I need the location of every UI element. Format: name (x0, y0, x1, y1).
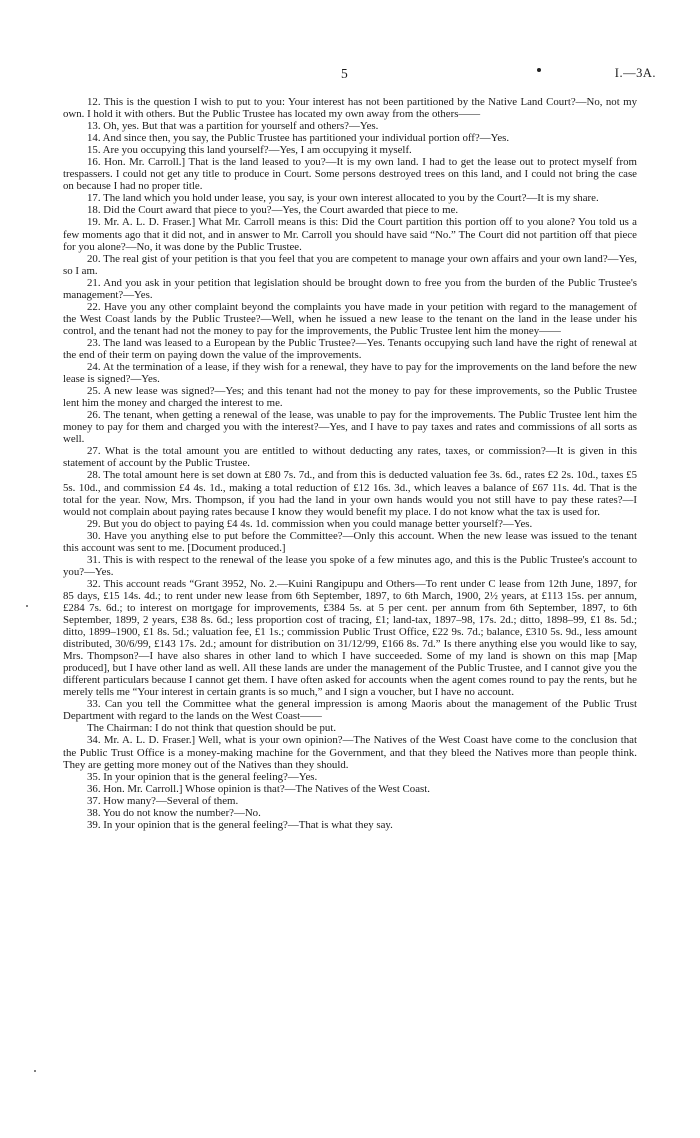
margin-speck (26, 605, 28, 607)
question-12: 12. This is the question I wish to put to you: Your interest has not been partitioned by the Native Land Court?—No, not my own. I hold it with others. But the Public Trustee has located my own away from the others—— (63, 96, 637, 121)
question-14: 14. And since then, you say, the Public Trustee has partitioned your individual portion off?—Yes. (87, 132, 510, 145)
question-18: 18. Did the Court award that piece to you?—Yes, the Court awarded that piece to me. (87, 204, 459, 217)
question-37: 37. How many?—Several of them. (87, 794, 239, 807)
page-header (0, 66, 700, 84)
question-13: 13. Oh, yes. But that was a partition for yourself and others?—Yes. (87, 120, 379, 133)
question-24: 24. At the termination of a lease, if they wish for a renewal, they have to pay for the improvements on the land before the new lease is signed?—Yes. (63, 361, 637, 386)
question-29: 29. But you do object to paying £4 4s. 1d. commission when you could manage better yourself?—Yes. (87, 517, 533, 530)
question-32: 32. This account reads “Grant 3952, No. 2.—Kuini Rangipupu and Others—To rent under C lease from 12th June, 1897, for 85 days, £15 14s. 4d.; to rent under new lease from 6th September, 1897, to 6th March, 1900, 2½ years, at £113 15s. per annum, £284 7s. 6d.; to interest on mortgage for improvements, £384 5s. at 5 per cent. per annum from 6th September, 1897, to 6th September, 1899, 2 years, £38 8s. 6d.; less proportion cost of tracing, £1; land-tax, 1897–98, 17s. 2d.; ditto, 1898–99, £1 8s. 5d.; ditto, 1899–1900, £1 8s. 5d.; valuation fee, £1 1s.; commission Public Trust Office, £22 9s. 7d.; balance, £310 5s. 9d., less amount distributed, 30/6/99, £143 17s. 2d.; amount for distribution on 31/12/99, £166 8s. 7d.” Is there anything else you would like to say, Mrs. Thompson?—I have also shares in other land to which I have succeeded. Some of my land is shown on this map [Map produced], but I have other land as well. All these lands are under the management of the Public Trustee, and I cannot give you the different particulars because I cannot get them. I have often asked for accounts when the agent comes round to pay the rents, but he merely tells me “Your interest in certain grants is so much,” and I sign a voucher, but I have no account. (63, 577, 637, 699)
question-26: 26. The tenant, when getting a renewal of the lease, was unable to pay for the improvements. The Public Trustee lent him the money to pay for them and charged you with the interest?—Yes, and I have to pay taxes and rates and commissions of all sorts as well. (63, 409, 637, 446)
question-17: 17. The land which you hold under lease, you say, is your own interest allocated to you by the Court?—It is my share. (87, 192, 599, 205)
question-22: 22. Have you any other complaint beyond the complaints you have made in your petition with regard to the management of the West Coast lands by the Public Trustee?—Well, when he issued a new lease to the tenant on the land in the lease under his control, and the tenant had not the money to pay for the improvements, the Public Trustee lent him the money—— (63, 300, 637, 337)
question-27: 27. What is the total amount you are entitled to without deducting any rates, taxes, or commission?—It is given in this statement of account by the Public Trustee. (63, 445, 637, 470)
question-25: 25. A new lease was signed?—Yes; and this tenant had not the money to pay for these improvements, so the Public Trustee lent him the money and charged the interest to me. (63, 385, 637, 410)
print-speck (537, 68, 541, 72)
question-36: 36. Hon. Mr. Carroll.] Whose opinion is that?—The Natives of the West Coast. (87, 782, 430, 795)
question-19: 19. Mr. A. L. D. Fraser.] What Mr. Carroll means is this: Did the Court partition this portion off to you alone? You told us a few moments ago that it did not, and in answer to Mr. Carroll you should have said “No.” The Court did not partition off that piece for you alone?—No, it was done by the Public Trustee. (63, 216, 637, 253)
document-reference: I.—3A. (614, 66, 656, 80)
transcript-body (63, 96, 637, 831)
question-21: 21. And you ask in your petition that legislation should be brought down to free you from the burden of the Public Trustee's management?—Yes. (63, 276, 637, 301)
margin-speck (34, 1070, 36, 1072)
question-38: 38. You do not know the number?—No. (87, 806, 261, 819)
question-23: 23. The land was leased to a European by the Public Trustee?—Yes. Tenants occupying such land have the right of renewal at the end of their term on paying down the value of the improvements. (63, 336, 637, 361)
question-35: 35. In your opinion that is the general feeling?—Yes. (87, 770, 318, 783)
question-28: 28. The total amount here is set down at £80 7s. 7d., and from this is deducted valuation fee 3s. 6d., rates £2 2s. 10d., taxes £5 5s. 10d., and commission £4 4s. 1d., making a total reduction of £12 16s. 3d., which leaves a balance of £67 11s. 4d. That is the total for the year. Now, Mrs. Thompson, if you had the land in your own hands would you not still have to pay these rates?—I would not complain about paying rates because I know they would benefit my place. I do not know what the tax is used for. (63, 469, 637, 518)
page-number: 5 (341, 66, 348, 81)
question-34: 34. Mr. A. L. D. Fraser.] Well, what is your own opinion?—The Natives of the West Coast have come to the conclusion that the Public Trust Office is a money-making machine for the Government, and that they bleed the Natives more than people think. They are getting more money out of the Natives than they should. (63, 734, 637, 771)
question-15: 15. Are you occupying this land yourself?—Yes, I am occupying it myself. (87, 144, 412, 157)
question-20: 20. The real gist of your petition is that you feel that you are competent to manage your own affairs and your own land?—Yes, so I am. (63, 252, 637, 277)
chairman-remark: The Chairman: I do not think that question should be put. (87, 722, 337, 735)
question-30: 30. Have you anything else to put before the Committee?—Only this account. When the new lease was issued to the tenant this account was sent to me. [Document produced.] (63, 529, 637, 554)
question-39: 39. In your opinion that is the general feeling?—That is what they say. (87, 818, 393, 831)
question-31: 31. This is with respect to the renewal of the lease you spoke of a few minutes ago, and this is the Public Trustee's account to you?—Yes. (63, 553, 637, 578)
question-33: 33. Can you tell the Committee what the general impression is among Maoris about the management of the Public Trust Department with regard to the lands on the West Coast—— (63, 698, 637, 723)
question-16: 16. Hon. Mr. Carroll.] That is the land leased to you?—It is my own land. I had to get the lease out to protect myself from trespassers. I could not get any title to produce in Court. Some persons destroyed trees on this land, and I could not bring the case on because I had no proper title. (63, 156, 637, 193)
